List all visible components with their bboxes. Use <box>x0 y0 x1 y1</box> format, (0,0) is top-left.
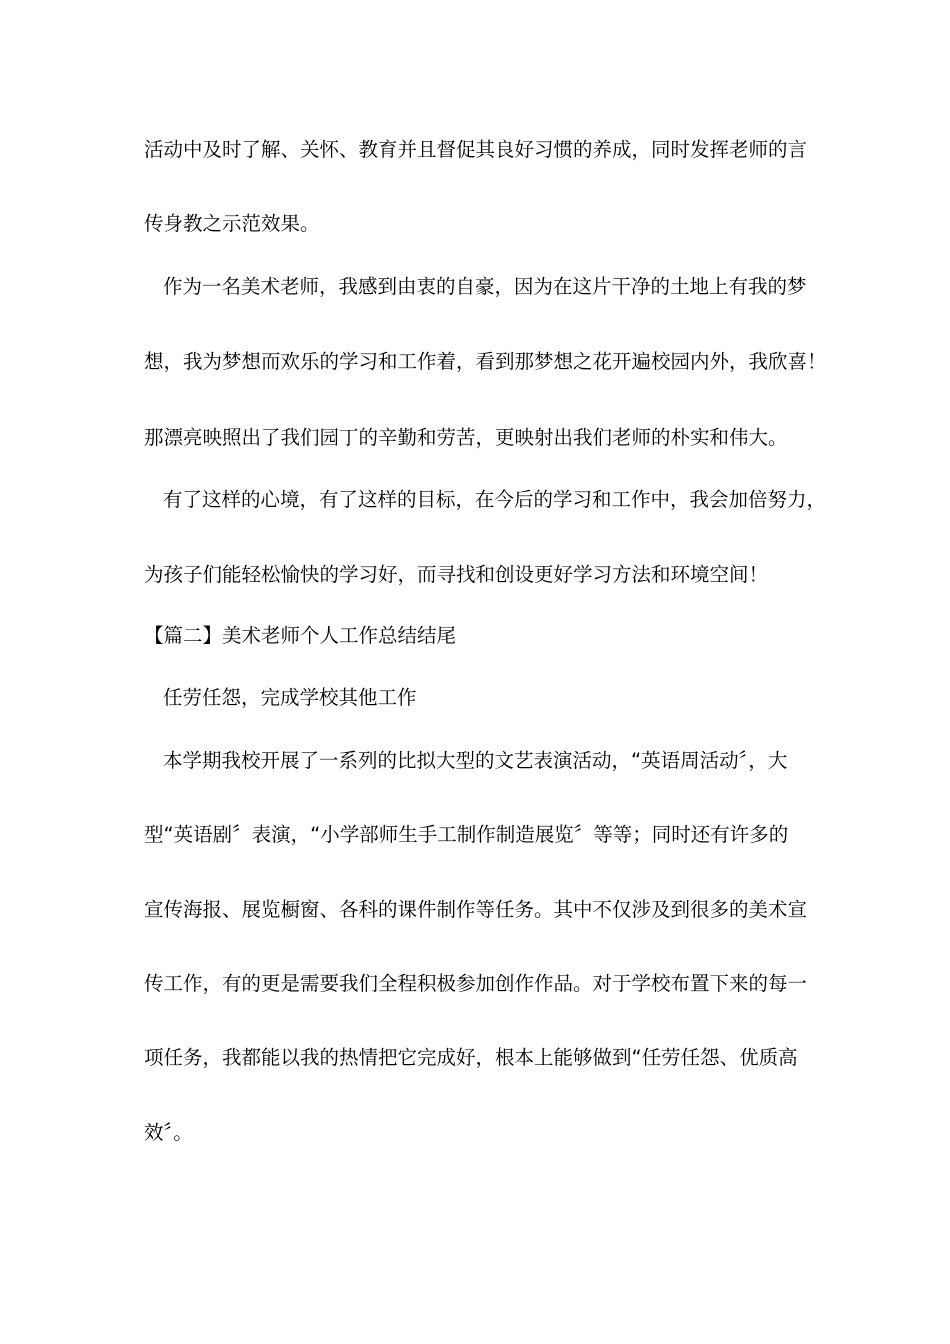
paragraph-line-7: 为孩子们能轻松愉快的学习好，而寻找和创设更好学习方法和环境空间！ <box>144 563 769 586</box>
paragraph-line-4: 想，我为梦想而欢乐的学习和工作着，看到那梦想之花开遍校园内外，我欣喜！ <box>144 350 827 373</box>
paragraph-line-3: 作为一名美术老师，我感到由衷的自豪，因为在这片干净的土地上有我的梦 <box>163 275 807 298</box>
paragraph-line-9: 型“英语剧〞表演，“小学部师生手工制作制造展览〞等等；同时还有许多的 <box>144 823 789 846</box>
paragraph-line-10: 宣传海报、展览橱窗、各科的课件制作等任务。其中不仅涉及到很多的美术宣 <box>144 898 808 921</box>
paragraph-line-6: 有了这样的心境，有了这样的目标，在今后的学习和工作中，我会加倍努力， <box>163 488 827 511</box>
paragraph-line-8: 本学期我校开展了一系列的比拟大型的文艺表演活动，“英语周活动〞，大 <box>163 749 788 772</box>
paragraph-line-13: 效〞。 <box>144 1121 193 1144</box>
paragraph-line-12: 项任务，我都能以我的热情把它完成好，根本上能够做到“任劳任怨、优质高 <box>144 1046 798 1069</box>
paragraph-line-5: 那漂亮映照出了我们园丁的辛勤和劳苦，更映射出我们老师的朴实和伟大。 <box>144 426 788 449</box>
paragraph-line-11: 传工作，有的更是需要我们全程积极参加创作作品。对于学校布置下来的每一 <box>144 972 808 995</box>
paragraph-line-1: 活动中及时了解、关怀、教育并且督促其良好习惯的养成，同时发挥老师的言 <box>144 138 808 161</box>
subheading-line: 任劳任怨，完成学校其他工作 <box>163 686 417 709</box>
paragraph-line-2: 传身教之示范效果。 <box>144 212 320 235</box>
section-heading: 【篇二】美术老师个人工作总结结尾 <box>144 624 457 647</box>
